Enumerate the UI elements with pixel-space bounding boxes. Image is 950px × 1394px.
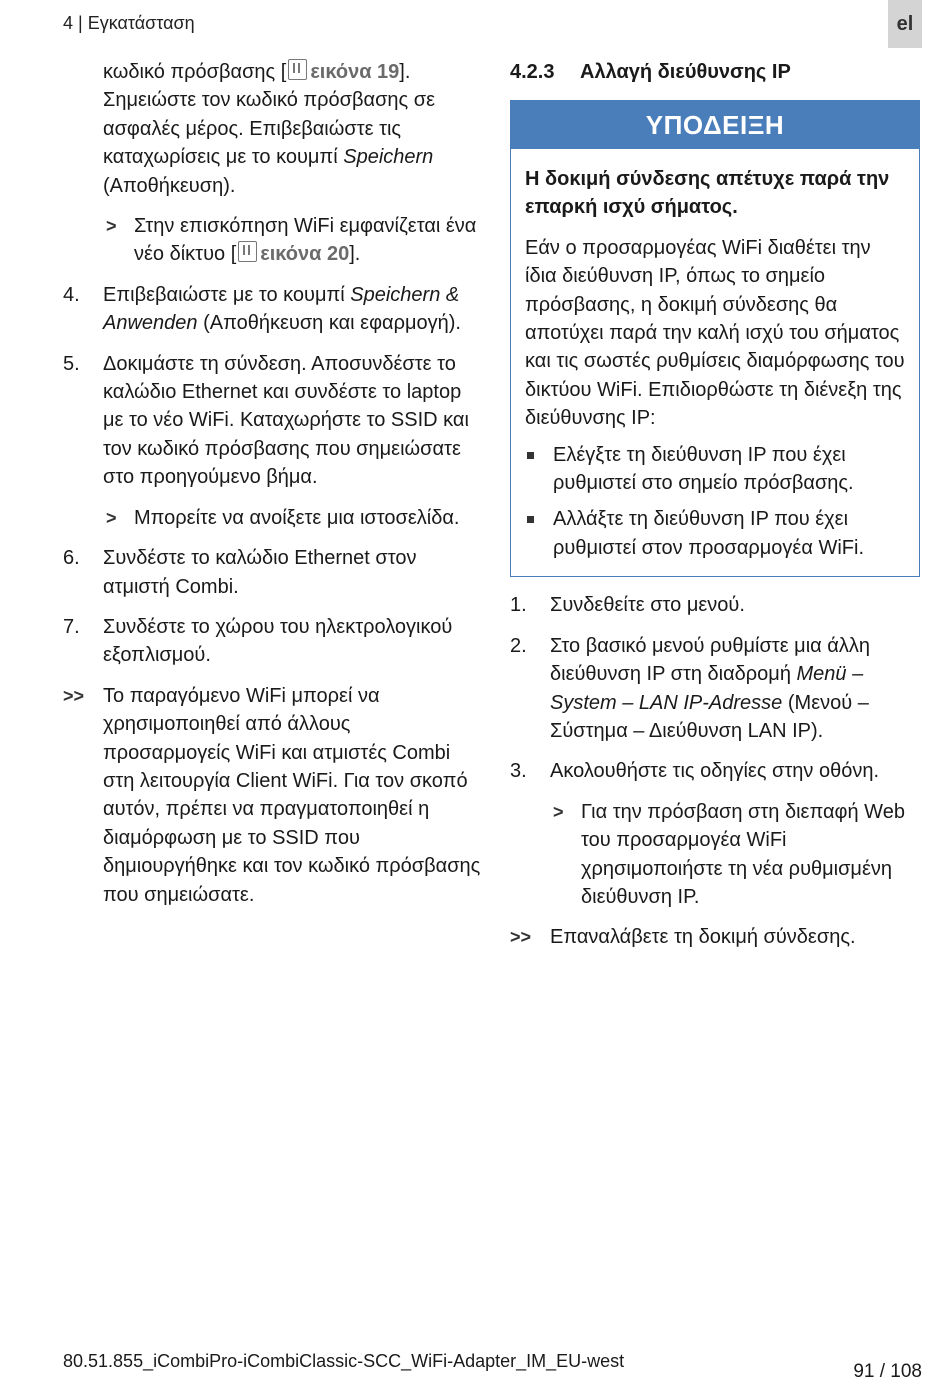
figure-icon [238,241,257,262]
step-item: 3. Ακολουθήστε τις οδηγίες στην οθόνη. [510,757,922,785]
result-arrow-icon: > [553,801,564,822]
left-column [63,58,483,909]
notice-title: Η δοκιμή σύνδεσης απέτυχε παρά την επαρκή ισχύ σήματος. [525,168,890,219]
step-item: 1. Συνδεθείτε στο μενού. [510,591,922,619]
step-item: 7. Συνδέστε το χώρου του ηλεκτρολογικού εξοπλισμού. [63,613,483,670]
footer-document-id: 80.51.855_iCombiPro-iCombiClassic-SCC_WiFi-Adapter_IM_EU-west [63,1351,625,1371]
step-item: 5. Δοκιμάστε τη σύνδεση. Αποσυνδέστε το καλώδιο Ethernet και συνδέστε το laptop με το νέο WiFi. Καταχωρήστε το SSID και τον κωδικό πρόσβασης που σημειώσατε στο προηγούμενο βήμα. [63,350,483,492]
final-result-arrow-icon: >> [510,927,532,948]
result-arrow-icon: > [106,216,117,237]
notice-body [511,149,919,576]
step-number: 3. [510,760,527,783]
right-column [510,58,922,952]
step-item: 4. Επιβεβαιώστε με το κουμπί Speichern & Anwenden (Αποθήκευση και εφαρμογή). [63,281,483,338]
step-item: 6. Συνδέστε το καλώδιο Ethernet στον ατμιστή Combi. [63,544,483,601]
section-number: 4.2.3 [510,61,555,83]
final-result: >> Το παραγόμενο WiFi μπορεί να χρησιμοποιηθεί από άλλους προσαρμογείς WiFi και ατμιστές Combi στη λειτουργία Client WiFi. Για τον σκοπό αυτόν, πρέπει να πραγματοποιηθεί η διαμόρφωση με το SSID που δημιουργήθηκε και τον κωδικό πρόσβασης που σημειώσατε. [63,682,483,909]
section-title: Αλλαγή διεύθυνσης IP [580,61,791,83]
figure-link[interactable]: εικόνα 19 [310,61,400,83]
result-item: > Στην επισκόπηση WiFi εμφανίζεται ένα νέο δίκτυο [ εικόνα 20]. [63,212,483,269]
notice-box [510,100,920,577]
section-heading [510,58,922,86]
footer-page-number: 91 / 108 [853,1361,922,1382]
step-number: 4. [63,283,80,306]
step-number: 6. [63,547,80,570]
figure-link[interactable]: εικόνα 20 [260,243,350,266]
paragraph-password: κωδικό πρόσβασης [ εικόνα 19]. Σημειώστε τον κωδικό πρόσβασης σε ασφαλές μέρος. Επιβεβαιώστε τις καταχωρίσεις με το κουμπί Speichern (Αποθήκευση). [103,61,436,197]
notice-bullet: Ελέγξτε τη διεύθυνση IP που έχει ρυθμιστεί στο σημείο πρόσβασης. [525,441,905,498]
step-number: 7. [63,615,80,638]
notice-header: ΥΠΟΔΕΙΞΗ [511,101,919,149]
result-arrow-icon: > [106,507,117,528]
language-tab: el [888,0,922,48]
result-item: > Για την πρόσβαση στη διεπαφή Web του προσαρμογέα WiFi χρησιμοποιήστε τη νέα ρυθμισμένη διεύθυνση IP. [510,798,922,912]
figure-icon [288,59,307,80]
step-number: 5. [63,352,80,375]
step-number: 1. [510,594,527,617]
final-result-arrow-icon: >> [63,685,85,706]
step-item: 2. Στο βασικό μενού ρυθμίστε μια άλλη διεύθυνση IP στη διαδρομή Menü – System – LAN IP-Adresse (Μενού – Σύστημα – Διεύθυνση LAN IP). [510,632,922,746]
step-number: 2. [510,634,527,657]
result-item: > Μπορείτε να ανοίξετε μια ιστοσελίδα. [63,504,483,532]
final-result: >> Επαναλάβετε τη δοκιμή σύνδεσης. [510,923,922,951]
notice-text: Εάν ο προσαρμογέας WiFi διαθέτει την ίδια διεύθυνση IP, όπως το σημείο πρόσβασης, η δοκιμή σύνδεσης θα αποτύχει παρά την καλή ισχύ του σήματος και τις σωστές ρυθμίσεις διαμόρφωσης του δικτύου WiFi. Επιδιορθώστε τη διένεξη της διεύθυνσης IP: [525,236,905,430]
notice-bullet: Αλλάξτε τη διεύθυνση IP που έχει ρυθμιστεί στον προσαρμογέα WiFi. [525,505,905,562]
chapter-header: 4 | Εγκατάσταση [63,13,195,33]
